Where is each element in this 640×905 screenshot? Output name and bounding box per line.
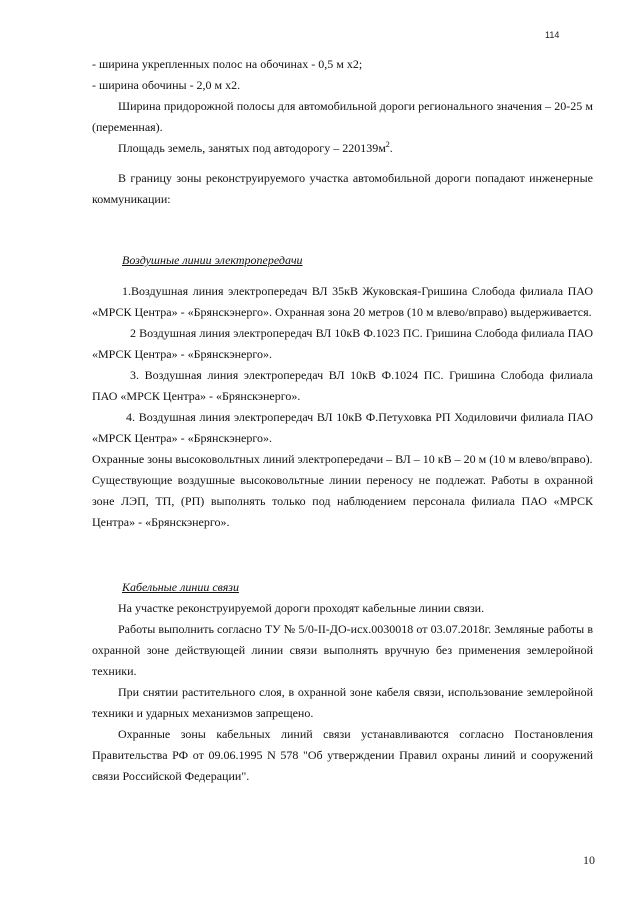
paragraph-shoulder-strip-width: - ширина укрепленных полос на обочинах - 0,5 м х2;	[92, 57, 363, 71]
paragraph-power-line-4: 4. Воздушная линия электропередач ВЛ 10кВ Ф.Петуховка РП Ходиловичи филиала ПАО «МРСК Центра» - «Брянскэнерго».	[92, 410, 593, 445]
paragraph-security-zones-power: Охранные зоны высоковольтных линий электропередачи – ВЛ – 10 кВ – 20 м (10 м влево/вправо).	[92, 452, 593, 466]
footer-page-number: 10	[583, 853, 595, 867]
paragraph-utilities-intro: В границу зоны реконструируемого участка автомобильной дороги попадают инженерные коммуникации:	[92, 171, 593, 206]
paragraph-power-lines-not-relocated: Существующие воздушные высоковольтные линии переносу не подлежат. Работы в охранной зоне ЛЭП, ТП, (РП) выполнять только под наблюдением персонала филиала ПАО «МРСК Центра» - «Брянскэнерго».	[92, 473, 593, 529]
heading-overhead-power-lines: Воздушные линии электропередачи	[122, 253, 303, 267]
header-page-number: 114	[545, 30, 560, 40]
paragraph-topsoil-removal: При снятии растительного слоя, в охранной зоне кабеля связи, использование землеройной техники и ударных механизмов запрещено.	[92, 685, 593, 720]
paragraph-land-area	[92, 138, 593, 159]
paragraph-power-line-1: 1.Воздушная линия электропередач ВЛ 35кВ Жуковская-Гришина Слобода филиала ПАО «МРСК Центра» - «Брянскэнерго». Охранная зона 20 метров (10 м влево/вправо) выдерживается.	[92, 284, 593, 319]
paragraph-cable-security-zones: Охранные зоны кабельных линий связи устанавливаются согласно Постановления Правительства РФ от 09.06.1995 N 578 "Об утверждении Правил охраны линий и сооружений связи Российской Федерации".	[92, 727, 593, 783]
paragraph-power-line-3: 3. Воздушная линия электропередач ВЛ 10кВ Ф.1024 ПС. Гришина Слобода филиала ПАО «МРСК Центра» - «Брянскэнерго».	[92, 368, 593, 403]
paragraph-shoulder-width: - ширина обочины - 2,0 м х2.	[92, 78, 241, 92]
paragraph-cable-lines-intro: На участке реконструируемой дороги проходят кабельные линии связи.	[118, 601, 485, 615]
land-area-period: .	[389, 141, 393, 155]
paragraph-power-line-2: 2 Воздушная линия электропередач ВЛ 10кВ Ф.1023 ПС. Гришина Слобода филиала ПАО «МРСК Центра» - «Брянскэнерго».	[92, 326, 593, 361]
heading-cable-communication-lines: Кабельные линии связи	[122, 580, 239, 594]
document-body	[92, 54, 593, 787]
land-area-text: Площадь земель, занятых под автодорогу – 220139м	[118, 141, 386, 155]
land-area-superscript: 2	[385, 140, 390, 149]
paragraph-roadside-strip: Ширина придорожной полосы для автомобильной дороги регионального значения – 20-25 м (переменная).	[92, 99, 593, 134]
paragraph-cable-work-conditions: Работы выполнить согласно ТУ № 5/0-II-ДО-исх.0030018 от 03.07.2018г. Земляные работы в охранной зоне действующей линии связи выполнять вручную без применения землеройной техники.	[92, 622, 593, 678]
